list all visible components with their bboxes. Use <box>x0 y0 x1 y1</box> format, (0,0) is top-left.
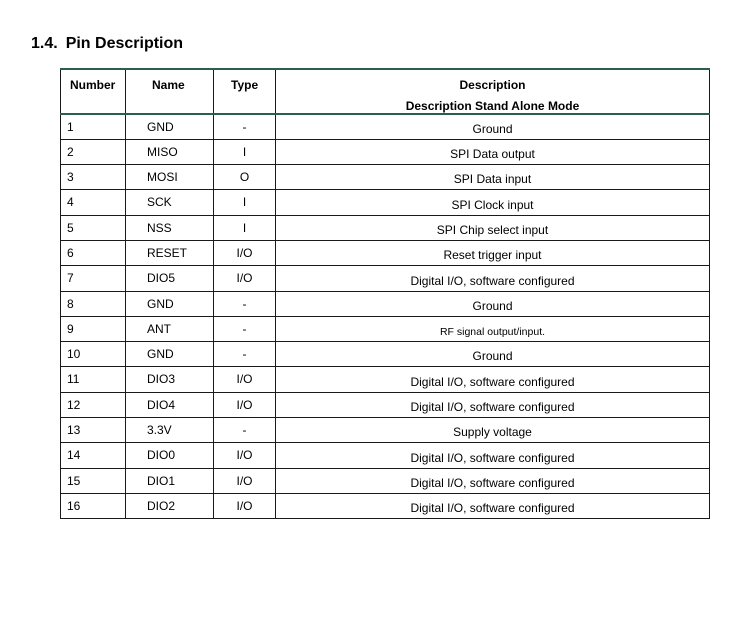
header-description-title: Description <box>459 78 526 92</box>
pin-number: 12 <box>61 392 126 417</box>
pin-description: Digital I/O, software configured <box>276 392 710 417</box>
pin-type: I/O <box>214 367 276 392</box>
pin-type: - <box>214 316 276 341</box>
pin-description: Ground <box>276 342 710 367</box>
pin-name: DIO0 <box>126 443 214 468</box>
pin-type: - <box>214 114 276 139</box>
pin-type: I/O <box>214 493 276 518</box>
table-row <box>61 468 710 493</box>
pin-type: O <box>214 165 276 190</box>
pin-number: 9 <box>61 316 126 341</box>
pin-type: I/O <box>214 443 276 468</box>
pin-description-table <box>60 68 710 519</box>
pin-description: Ground <box>276 114 710 139</box>
pin-description: Supply voltage <box>276 418 710 443</box>
pin-name: RESET <box>126 240 214 265</box>
pin-name: DIO5 <box>126 266 214 291</box>
table-row <box>61 493 710 518</box>
pin-description: Digital I/O, software configured <box>276 266 710 291</box>
section-number: 1.4. <box>31 35 58 52</box>
header-type: Type <box>214 69 276 114</box>
table-row <box>61 114 710 139</box>
header-number: Number <box>61 69 126 114</box>
table-row <box>61 367 710 392</box>
section-heading <box>31 35 183 53</box>
table-row <box>61 215 710 240</box>
pin-type: I/O <box>214 240 276 265</box>
pin-name: DIO1 <box>126 468 214 493</box>
pin-description: SPI Clock input <box>276 190 710 215</box>
pin-description: RF signal output/input. <box>276 316 710 341</box>
pin-description: Digital I/O, software configured <box>276 443 710 468</box>
table-body <box>61 114 710 519</box>
pin-number: 14 <box>61 443 126 468</box>
table-row <box>61 316 710 341</box>
header-description <box>276 69 710 114</box>
section-title: Pin Description <box>65 35 184 52</box>
pin-name: NSS <box>126 215 214 240</box>
pin-type: I <box>214 190 276 215</box>
table-row <box>61 190 710 215</box>
header-description-subtitle: Description Stand Alone Mode <box>405 99 580 113</box>
pin-name: DIO3 <box>126 367 214 392</box>
pin-number: 11 <box>61 367 126 392</box>
pin-name: ANT <box>126 316 214 341</box>
pin-type: - <box>214 342 276 367</box>
pin-description: Digital I/O, software configured <box>276 367 710 392</box>
pin-number: 6 <box>61 240 126 265</box>
pin-number: 10 <box>61 342 126 367</box>
pin-number: 8 <box>61 291 126 316</box>
pin-name: MISO <box>126 139 214 164</box>
pin-type: I <box>214 215 276 240</box>
pin-description: Digital I/O, software configured <box>276 468 710 493</box>
pin-type: I/O <box>214 266 276 291</box>
pin-description: SPI Chip select input <box>276 215 710 240</box>
pin-description: Ground <box>276 291 710 316</box>
pin-description: SPI Data input <box>276 165 710 190</box>
pin-number: 4 <box>61 190 126 215</box>
pin-name: SCK <box>126 190 214 215</box>
pin-name: MOSI <box>126 165 214 190</box>
pin-number: 2 <box>61 139 126 164</box>
pin-name: DIO4 <box>126 392 214 417</box>
pin-number: 1 <box>61 114 126 139</box>
pin-name: DIO2 <box>126 493 214 518</box>
pin-number: 5 <box>61 215 126 240</box>
table-row <box>61 240 710 265</box>
pin-type: I <box>214 139 276 164</box>
pin-name: 3.3V <box>126 418 214 443</box>
table-row <box>61 139 710 164</box>
pin-type: - <box>214 418 276 443</box>
table-row <box>61 418 710 443</box>
pin-type: I/O <box>214 392 276 417</box>
table-row <box>61 266 710 291</box>
table-row <box>61 392 710 417</box>
pin-name: GND <box>126 342 214 367</box>
pin-number: 3 <box>61 165 126 190</box>
table-row <box>61 165 710 190</box>
table-row <box>61 443 710 468</box>
pin-type: I/O <box>214 468 276 493</box>
table-header-row <box>61 69 710 114</box>
pin-name: GND <box>126 114 214 139</box>
pin-name: GND <box>126 291 214 316</box>
table-row <box>61 291 710 316</box>
pin-description: Digital I/O, software configured <box>276 493 710 518</box>
table-row <box>61 342 710 367</box>
pin-description: Reset trigger input <box>276 240 710 265</box>
pin-number: 16 <box>61 493 126 518</box>
pin-type: - <box>214 291 276 316</box>
pin-description: SPI Data output <box>276 139 710 164</box>
header-name: Name <box>126 69 214 114</box>
pin-number: 15 <box>61 468 126 493</box>
pin-number: 7 <box>61 266 126 291</box>
pin-number: 13 <box>61 418 126 443</box>
